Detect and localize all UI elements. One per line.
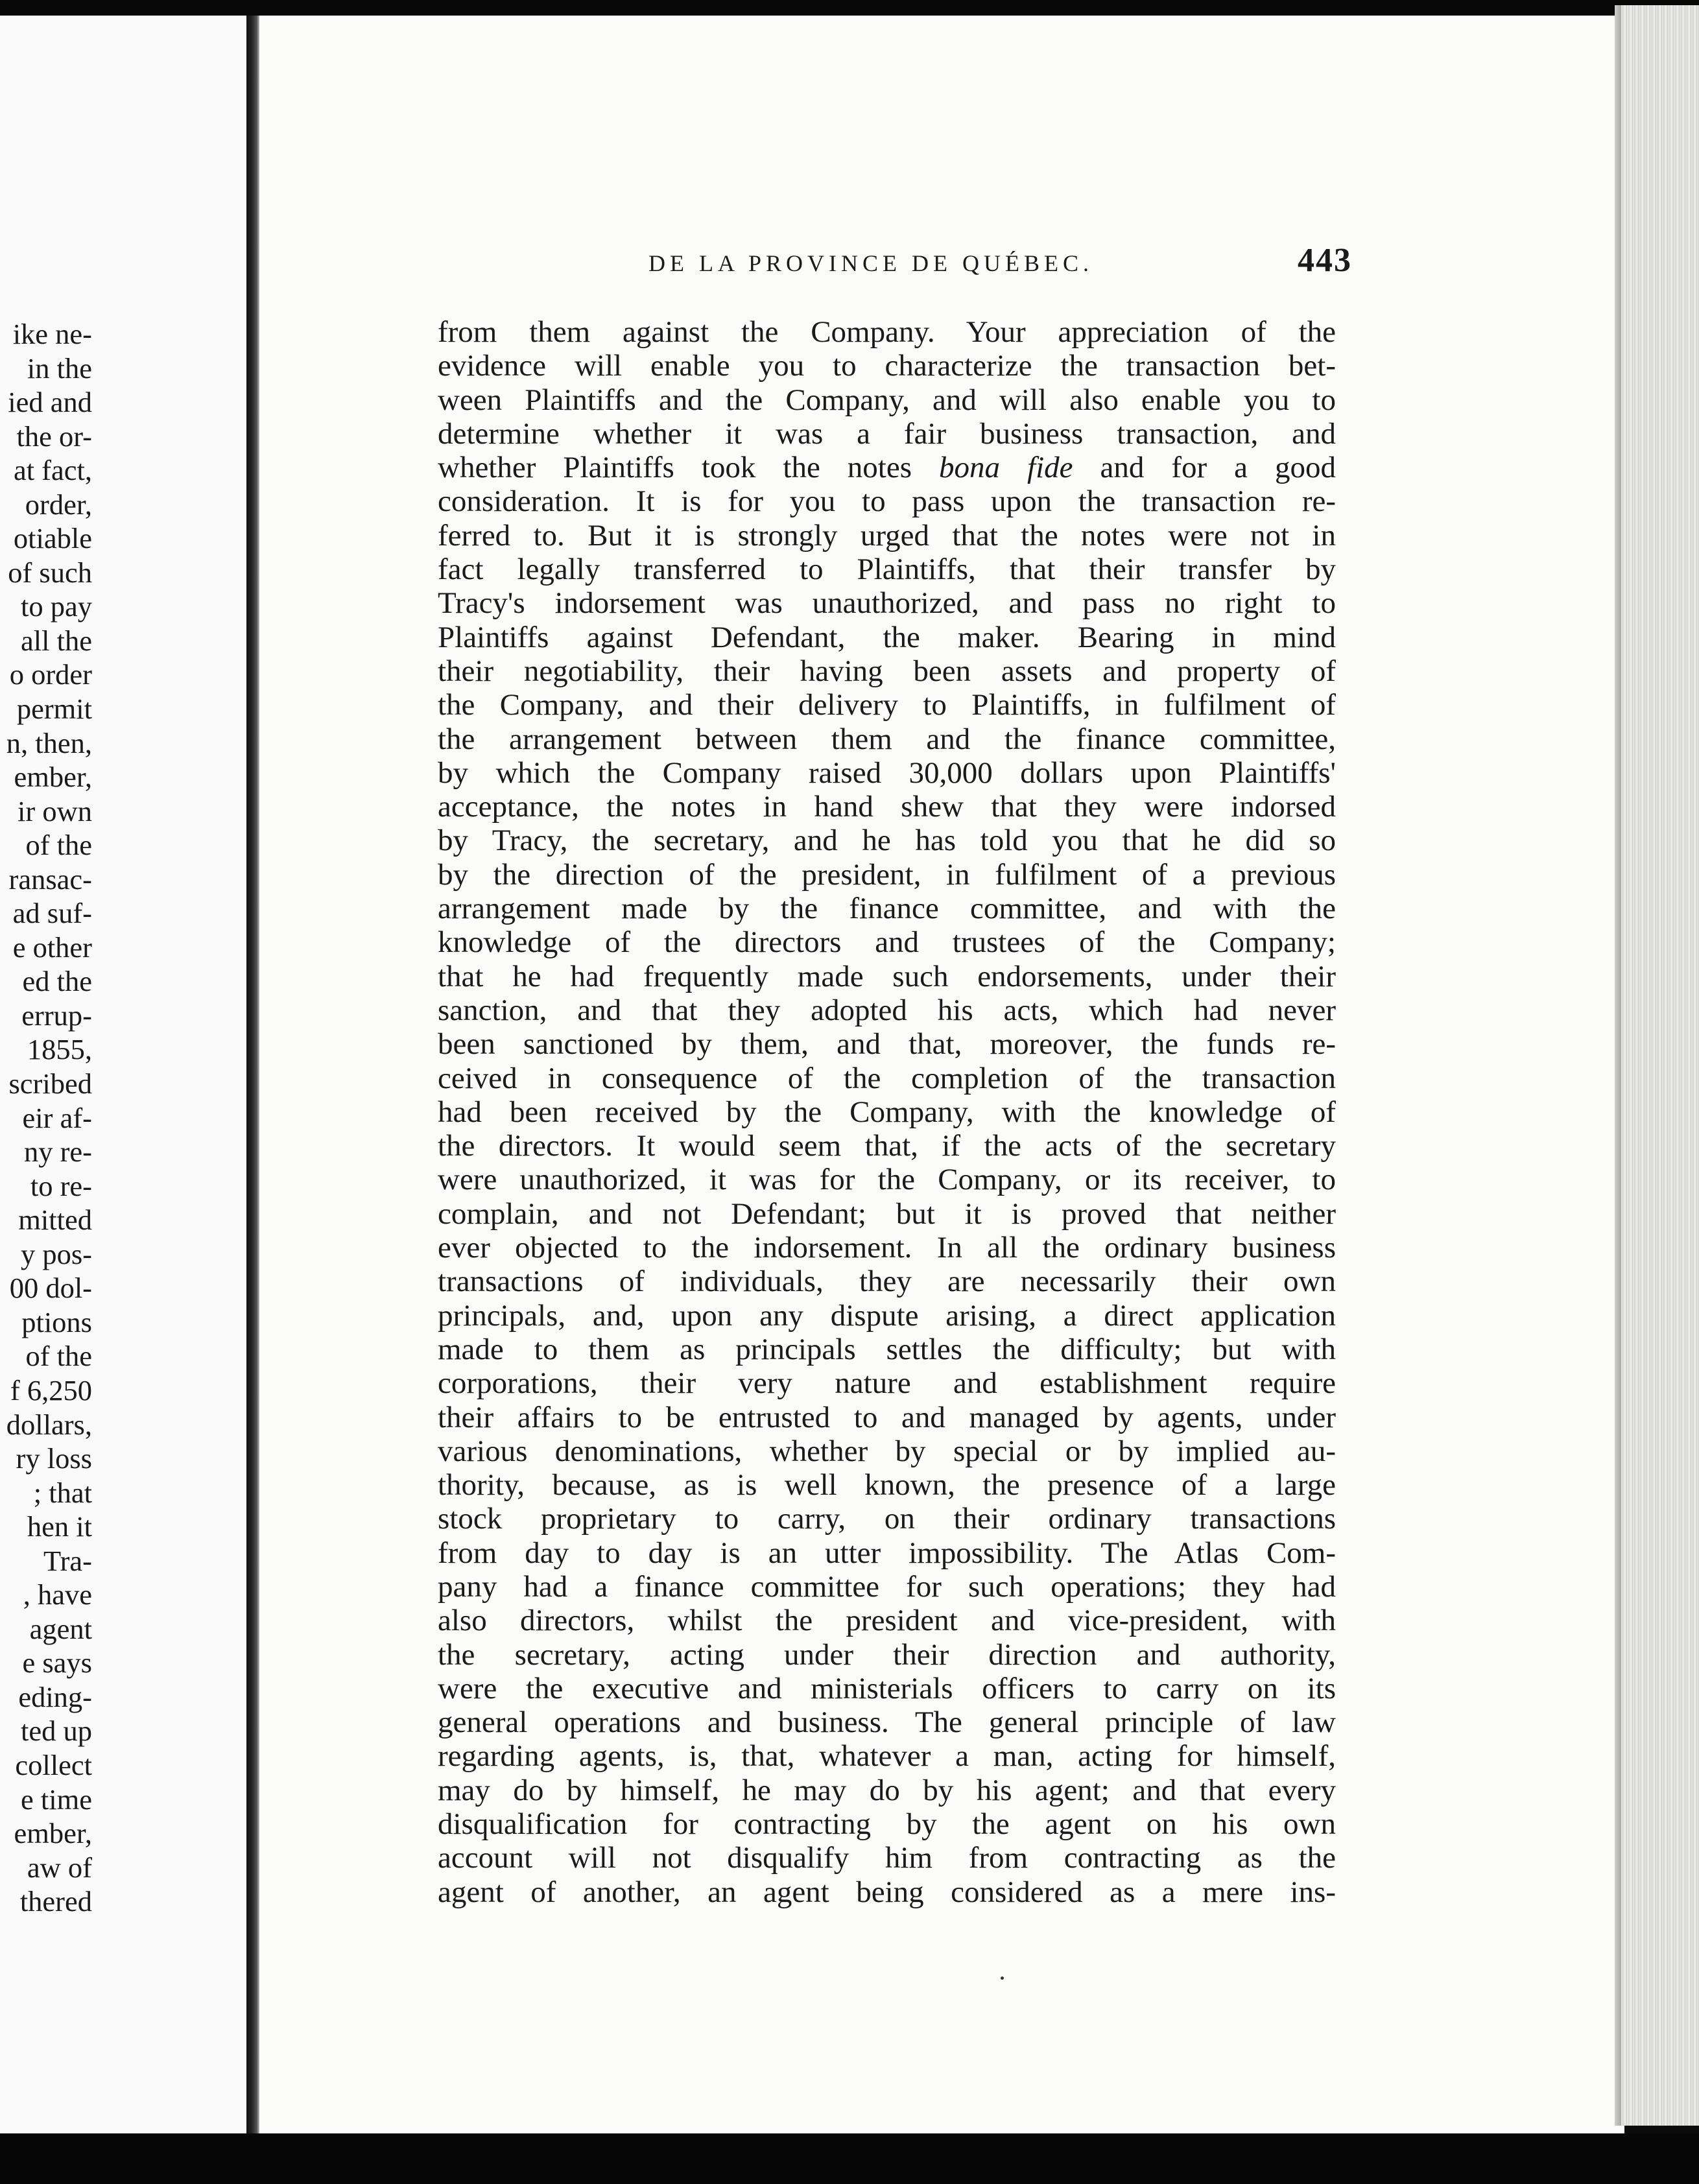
left-page-line-fragment: , have [23, 1578, 92, 1611]
text-line: from day to day is an utter impossibility. The Atlas Com- [438, 1536, 1336, 1570]
text-line: knowledge of the directors and trustees of the Company; [438, 925, 1336, 960]
left-page-line-fragment: scribed [8, 1067, 92, 1100]
left-page-line-fragment: collect [15, 1748, 92, 1781]
left-page-line-fragment: ny re- [23, 1135, 92, 1169]
text-line: evidence will enable you to characterize the transaction bet- [438, 349, 1336, 383]
text-line: the directors. It would seem that, if the acts of the secretary [438, 1129, 1336, 1163]
left-page-text [0, 317, 92, 1925]
left-page-line-fragment: ry loss [16, 1442, 92, 1475]
left-page-line-fragment: 00 dol- [9, 1272, 92, 1305]
text-line: ween Plaintiffs and the Company, and will also enable you to [438, 383, 1336, 417]
scan-border-top [0, 0, 1699, 17]
left-page-line-fragment: e time [21, 1783, 92, 1816]
text-line: agent of another, an agent being considered as a mere ins- [438, 1875, 1336, 1909]
left-page-line-fragment: order, [25, 488, 92, 521]
left-page-line-fragment: dollars, [6, 1408, 92, 1441]
left-page-line-fragment: ted up [21, 1715, 92, 1748]
left-page-line-fragment: of the [25, 1340, 92, 1373]
text-line: their negotiability, their having been assets and property of [438, 654, 1336, 688]
left-page-line-fragment: mitted [18, 1204, 92, 1237]
text-line: ferred to. But it is strongly urged that the notes were not in [438, 518, 1336, 552]
text-line: corporations, their very nature and establishment require [438, 1366, 1336, 1401]
text-line: ever objected to the indorsement. In all the ordinary business [438, 1231, 1336, 1265]
left-page-line-fragment: of the [25, 829, 92, 862]
left-page-line-fragment: ike ne- [12, 318, 92, 350]
left-page-line-fragment: errup- [21, 999, 92, 1032]
left-page-line-fragment: the or- [16, 420, 92, 453]
text-line: pany had a finance committee for such operations; they had [438, 1569, 1336, 1604]
left-page-line-fragment: ir own [18, 794, 92, 827]
left-page [0, 16, 246, 2135]
page-edge-stack [1621, 5, 1699, 2126]
left-page-line-fragment: otiable [13, 522, 92, 555]
left-page-line-fragment: f 6,250 [10, 1373, 92, 1407]
left-page-line-fragment: 1855, [27, 1033, 92, 1066]
text-line: whether Plaintiffs took the notes bona fide and for a good [438, 451, 1336, 485]
text-line: transactions of individuals, they are necessarily their own [438, 1264, 1336, 1299]
left-page-line-fragment: eding- [18, 1680, 92, 1713]
text-line: principals, and, upon any dispute arising, a direct application [438, 1298, 1336, 1333]
running-head: DE LA PROVINCE DE QUÉBEC. [648, 250, 1093, 276]
text-line: been sanctioned by them, and that, moreover, the funds re- [438, 1027, 1336, 1062]
text-line: various denominations, whether by special or by implied au- [438, 1434, 1336, 1468]
text-line: sanction, and that they adopted his acts, which had never [438, 993, 1336, 1027]
text-line: the Company, and their delivery to Plaintiffs, in fulfilment of [438, 688, 1336, 722]
book-gutter [246, 16, 259, 2135]
body-text [438, 315, 1336, 1909]
text-line: complain, and not Defendant; but it is proved that neither [438, 1196, 1336, 1231]
text-line: disqualification for contracting by the agent on his own [438, 1807, 1336, 1842]
left-page-line-fragment: o order [9, 658, 92, 691]
text-line: the secretary, acting under their direction and authority, [438, 1637, 1336, 1672]
text-line: the arrangement between them and the finance committee, [438, 722, 1336, 756]
page-number: 443 [1298, 242, 1352, 279]
text-line: were the executive and ministerials officers to carry on its [438, 1671, 1336, 1705]
left-page-line-fragment: ad suf- [12, 897, 92, 930]
left-page-line-fragment: n, then, [6, 726, 92, 759]
left-page-line-fragment: ied and [8, 386, 92, 419]
left-page-line-fragment: permit [16, 693, 92, 726]
left-page-line-fragment: to pay [21, 590, 92, 623]
text-line: determine whether it was a fair business transaction, and [438, 416, 1336, 451]
italic-phrase: bona fide [939, 451, 1073, 485]
text-line: made to them as principals settles the difficulty; but with [438, 1332, 1336, 1366]
left-page-line-fragment: thered [19, 1885, 92, 1918]
text-line: their affairs to be entrusted to and managed by agents, under [438, 1400, 1336, 1434]
text-line: by which the Company raised 30,000 dollars upon Plaintiffs' [438, 755, 1336, 790]
left-page-line-fragment: eir af- [22, 1101, 92, 1134]
text-line: general operations and business. The general principle of law [438, 1705, 1336, 1740]
text-line: that he had frequently made such endorsements, under their [438, 959, 1336, 993]
text-line: thority, because, as is well known, the presence of a large [438, 1468, 1336, 1502]
left-page-line-fragment: ptions [21, 1305, 92, 1338]
text-line: by Tracy, the secretary, and he has told you that he did so [438, 824, 1336, 858]
left-page-line-fragment: all the [21, 624, 92, 657]
text-line: account will not disqualify him from contracting as the [438, 1841, 1336, 1875]
left-page-line-fragment: aw of [27, 1851, 92, 1884]
text-line: fact legally transferred to Plaintiffs, that their transfer by [438, 552, 1336, 587]
left-page-line-fragment: e says [22, 1646, 92, 1680]
text-line: had been received by the Company, with the knowledge of [438, 1095, 1336, 1129]
text-line: also directors, whilst the president and vice-president, with [438, 1604, 1336, 1638]
left-page-line-fragment: ; that [33, 1476, 92, 1509]
left-page-line-fragment: ember, [14, 1817, 92, 1850]
left-page-line-fragment: to re- [30, 1169, 92, 1202]
left-page-line-fragment: ember, [14, 761, 92, 794]
left-page-line-fragment: Tra- [43, 1544, 92, 1577]
left-page-line-fragment: in the [27, 351, 92, 385]
text-line: by the direction of the president, in fulfilment of a previous [438, 857, 1336, 892]
scan-border-bottom [0, 2133, 1699, 2184]
left-page-line-fragment: hen it [27, 1510, 92, 1543]
ink-speck [1001, 1976, 1004, 1980]
left-page-line-fragment: of such [8, 556, 92, 589]
text-line: consideration. It is for you to pass upon the transaction re- [438, 484, 1336, 519]
left-page-line-fragment: y pos- [20, 1237, 92, 1270]
left-page-line-fragment: at fact, [13, 454, 92, 487]
text-line: regarding agents, is, that, whatever a man, acting for himself, [438, 1739, 1336, 1774]
text-line: arrangement made by the finance committee, and with the [438, 892, 1336, 926]
text-line: stock proprietary to carry, on their ordinary transactions [438, 1502, 1336, 1536]
left-page-line-fragment: agent [29, 1612, 92, 1645]
text-line: Tracy's indorsement was unauthorized, and pass no right to [438, 586, 1336, 621]
text-line: were unauthorized, it was for the Company, or its receiver, to [438, 1163, 1336, 1197]
left-page-line-fragment: ransac- [8, 862, 92, 896]
text-line: may do by himself, he may do by his agent; and that every [438, 1773, 1336, 1807]
text-line: ceived in consequence of the completion of the transaction [438, 1061, 1336, 1095]
left-page-line-fragment: e other [12, 931, 92, 964]
text-line: Plaintiffs against Defendant, the maker. Bearing in mind [438, 620, 1336, 654]
left-page-line-fragment: ed the [22, 965, 92, 998]
text-line: from them against the Company. Your appreciation of the [438, 315, 1336, 349]
text-line: acceptance, the notes in hand shew that they were indorsed [438, 790, 1336, 824]
